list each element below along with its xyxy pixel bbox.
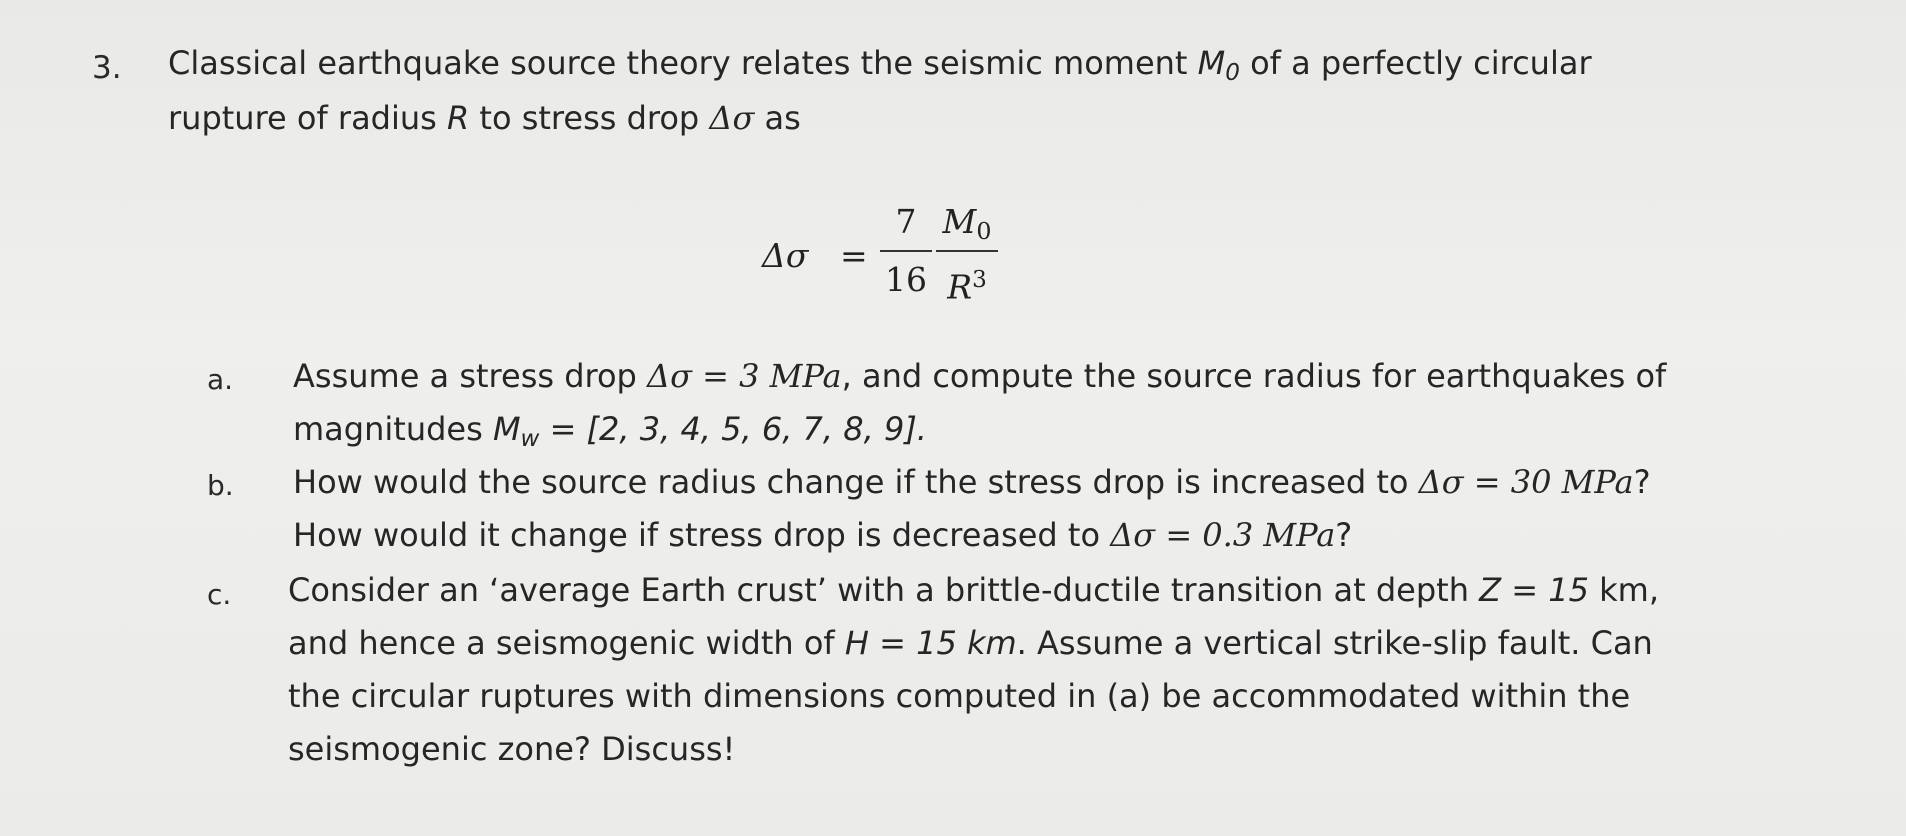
fraction-moment-radius: [936, 200, 998, 307]
magnitude-subscript: w: [520, 425, 540, 452]
question-number: 3.: [92, 50, 122, 86]
fraction-constant: [880, 200, 932, 302]
unit-mpa: MPa: [1263, 516, 1336, 554]
fraction-bar: [936, 250, 998, 252]
fraction-denominator: [936, 258, 998, 307]
moment-symbol: M: [1197, 44, 1226, 82]
magnitude-list: = [2, 3, 4, 5, 6, 7, 8, 9].: [539, 410, 927, 448]
intro-text: as: [754, 99, 801, 137]
part-a-label: a.: [207, 363, 234, 396]
part-c-line-4: [288, 730, 735, 768]
unit-mpa: MPa: [769, 357, 842, 395]
part-b-line-1: [293, 463, 1651, 501]
equation-equals: =: [840, 236, 868, 275]
stress-drop-value: Δσ = 0.3: [1110, 516, 1264, 554]
depth-value: Z = 15: [1479, 571, 1589, 609]
intro-line-1: [168, 44, 1592, 86]
intro-text: rupture of radius: [168, 99, 447, 137]
part-c-text: seismogenic zone? Discuss!: [288, 730, 736, 768]
fraction-numerator: [936, 200, 998, 244]
radius-exponent: 3: [972, 267, 987, 293]
part-a-text: magnitudes: [293, 410, 493, 448]
unit-mpa: MPa: [1561, 463, 1634, 501]
part-a-line-1: [293, 357, 1666, 395]
part-b-label: b.: [207, 469, 234, 502]
part-c-text: the circular ruptures with dimensions computed in (a) be accommodated within the: [288, 677, 1631, 715]
moment-symbol: M: [942, 202, 977, 241]
part-c-text: and hence a seismogenic width of: [288, 624, 845, 662]
part-c-line-2: [288, 624, 1653, 662]
part-c-text: km,: [1588, 571, 1659, 609]
radius-symbol: R: [447, 99, 470, 137]
part-c-text: . Assume a vertical strike-slip fault. Can: [1016, 624, 1653, 662]
equation-lhs: Δσ: [762, 236, 809, 275]
part-b-text: ?: [1335, 516, 1353, 554]
fraction-constant-denominator: 16: [885, 260, 927, 299]
part-c-label: c.: [207, 578, 232, 611]
radius-symbol: R: [947, 267, 973, 307]
intro-text: of a perfectly circular: [1239, 44, 1592, 82]
width-value: H = 15 km: [844, 624, 1017, 662]
part-c-line-3: [288, 677, 1630, 715]
part-b-text: How would the source radius change if the stress drop is increased to: [293, 463, 1419, 501]
part-c-line-1: [288, 571, 1659, 609]
part-b-text: How would it change if stress drop is decreased to: [293, 516, 1111, 554]
part-c-text: Consider an ‘average Earth crust’ with a brittle-ductile transition at depth: [288, 571, 1480, 609]
stress-drop-symbol: Δσ: [709, 99, 755, 137]
moment-subscript: 0: [976, 216, 992, 245]
moment-subscript: 0: [1225, 59, 1240, 86]
fraction-constant-numerator: 7: [895, 202, 917, 241]
part-b-text: ?: [1633, 463, 1651, 501]
magnitude-symbol: M: [492, 410, 521, 448]
intro-text: to stress drop: [469, 99, 710, 137]
part-a-line-2: [293, 410, 927, 452]
intro-text: Classical earthquake source theory relates the seismic moment: [168, 44, 1198, 82]
stress-drop-value: Δσ = 30: [1418, 463, 1562, 501]
stress-drop-value: Δσ = 3: [647, 357, 770, 395]
part-a-text: Assume a stress drop: [293, 357, 648, 395]
part-b-line-2: [293, 516, 1352, 554]
part-a-text: , and compute the source radius for earthquakes of: [841, 357, 1667, 395]
intro-line-2: [168, 99, 801, 137]
fraction-bar: [880, 250, 932, 252]
